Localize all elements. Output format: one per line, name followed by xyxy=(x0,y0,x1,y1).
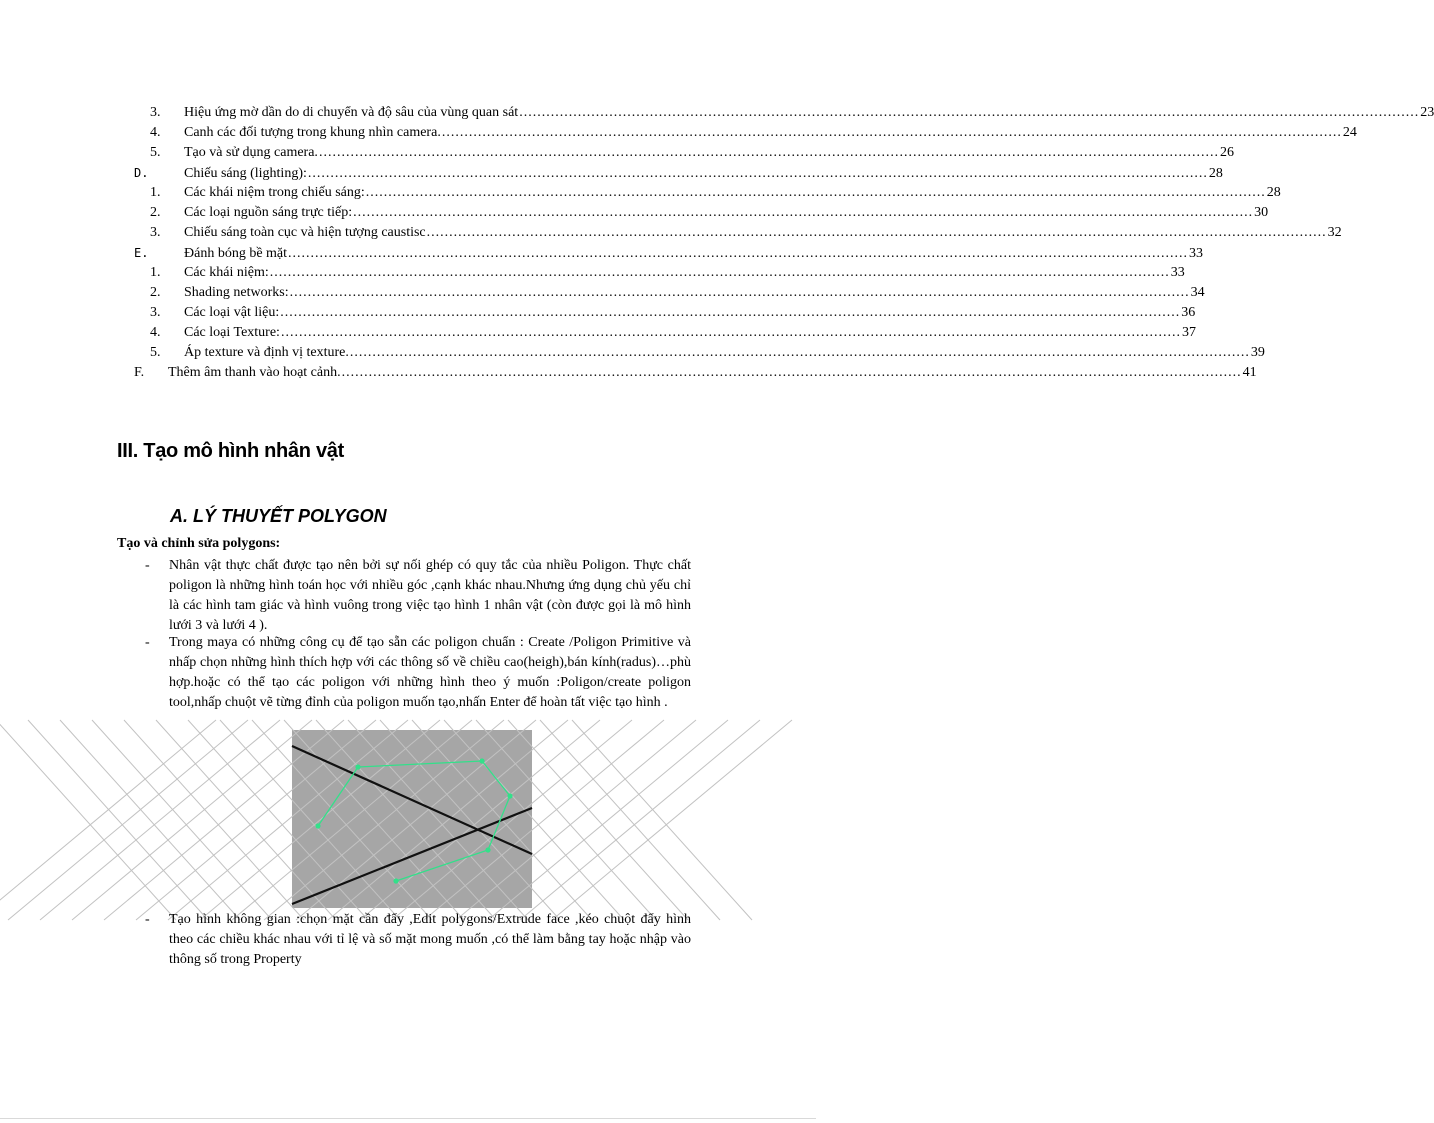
grid-line xyxy=(380,720,560,920)
grid-line xyxy=(40,720,280,920)
grid-line xyxy=(252,720,432,920)
toc-number: 4. xyxy=(150,325,161,340)
polygon-vertex xyxy=(355,764,360,769)
grid-line xyxy=(60,720,240,920)
grid-line xyxy=(220,720,400,920)
polygon-vertex xyxy=(393,878,398,883)
toc-entry xyxy=(150,103,1434,123)
grid-line xyxy=(156,720,336,920)
toc-leader: ........................................................................................................................................................................................................ xyxy=(307,166,1208,181)
toc-leader: ........................................................................................................................................................................................................ xyxy=(288,246,1189,261)
toc-entry xyxy=(150,283,1205,303)
toc-number: F. xyxy=(134,365,145,380)
toc-entry xyxy=(150,263,1185,283)
grid-line xyxy=(124,720,304,920)
toc-leader: ........................................................................................................................................................................................................ xyxy=(353,205,1254,220)
toc-page-number: 33 xyxy=(1170,265,1185,280)
toc-leader: ........................................................................................................................................................................................................ xyxy=(289,285,1190,300)
toc-title: Đánh bóng bề mặt xyxy=(184,246,288,261)
toc-number: D. xyxy=(134,166,149,180)
grid-line xyxy=(392,720,632,920)
toc-entry xyxy=(150,143,1234,163)
polygon-vertex xyxy=(485,847,490,852)
subsection-title: Tạo và chỉnh sửa polygons: xyxy=(117,536,281,551)
toc-page-number: 30 xyxy=(1254,205,1269,220)
bullet-dash: - xyxy=(145,912,150,927)
toc-title: Áp texture và định vị texture. xyxy=(184,345,349,360)
grid-line xyxy=(488,720,728,920)
grid-line xyxy=(540,720,720,920)
toc-page-number: 41 xyxy=(1242,365,1257,380)
toc-page-number: 28 xyxy=(1266,185,1281,200)
toc-title: Các loại nguồn sáng trực tiếp: xyxy=(184,205,353,220)
toc-page-number: 37 xyxy=(1181,325,1196,340)
grid-axis-line xyxy=(292,808,532,904)
toc-leader: ........................................................................................................................................................................................................ xyxy=(269,265,1170,280)
section-heading: III. Tạo mô hình nhân vật xyxy=(117,440,344,462)
toc-page-number: 23 xyxy=(1420,105,1434,120)
grid-axis-line xyxy=(292,746,532,854)
toc-title: Các loại Texture: xyxy=(184,325,280,340)
toc-title: Chiếu sáng (lighting): xyxy=(184,166,307,181)
toc-leader: ........................................................................................................................................................................................................ xyxy=(426,225,1327,240)
polygon-vertex xyxy=(507,793,512,798)
grid-line xyxy=(316,720,496,920)
toc-leader: ........................................................................................................................................................................................................ xyxy=(365,185,1266,200)
toc-number: 4. xyxy=(150,125,161,140)
toc-title: Các khái niệm trong chiếu sáng: xyxy=(184,185,365,200)
page-bottom-rule xyxy=(0,1118,816,1119)
toc-page-number: 39 xyxy=(1250,345,1265,360)
grid-line xyxy=(92,720,272,920)
perspective-grid xyxy=(0,720,792,920)
toc-leader: ........................................................................................................................................................................................................ xyxy=(441,125,1342,140)
grid-line xyxy=(168,720,408,920)
toc-entry xyxy=(150,183,1281,203)
toc-page-number: 28 xyxy=(1208,166,1223,181)
toc-title: Chiếu sáng toàn cục và hiện tượng caustisc xyxy=(184,225,426,240)
toc-title: Các loại vật liệu: xyxy=(184,305,280,320)
toc-page-number: 32 xyxy=(1327,225,1342,240)
grid-line xyxy=(188,720,368,920)
grid-line xyxy=(136,720,376,920)
polygon-vertex xyxy=(315,823,320,828)
grid-line xyxy=(284,720,464,920)
grid-line xyxy=(104,720,344,920)
toc-number: 5. xyxy=(150,345,161,360)
grid-line xyxy=(552,720,792,920)
toc-number: 3. xyxy=(150,105,161,120)
grid-line xyxy=(28,720,208,920)
paragraph: Tạo hình không gian :chọn mặt cần đẩy ,Edit polygons/Extrude face ,kéo chuột đẩy hình theo các chiều khác nhau với tỉ lệ và số mặt mong muốn ,có thể làm bằng tay hoặc nhập vào thông số trong Property xyxy=(169,912,691,967)
bullet-dash: - xyxy=(145,635,150,650)
grid-line xyxy=(328,720,568,920)
toc-leader: ........................................................................................................................................................................................................ xyxy=(280,325,1181,340)
toc-number: 2. xyxy=(150,285,161,300)
sub-heading: A. LÝ THUYẾT POLYGON xyxy=(170,506,387,526)
toc-entry xyxy=(150,123,1357,143)
toc-page-number: 36 xyxy=(1181,305,1196,320)
toc-title: Thêm âm thanh vào hoạt cảnh. xyxy=(168,365,341,380)
toc-title: Tạo và sử dụng camera. xyxy=(184,145,318,160)
toc-page-number: 24 xyxy=(1342,125,1357,140)
toc-entry xyxy=(150,303,1196,323)
grid-line xyxy=(444,720,624,920)
grid-line xyxy=(232,720,472,920)
toc-number: 5. xyxy=(150,145,161,160)
grid-line xyxy=(360,720,600,920)
toc-page-number: 33 xyxy=(1189,246,1204,261)
toc-title: Các khái niệm: xyxy=(184,265,269,280)
toc-leader: ........................................................................................................................................................................................................ xyxy=(318,145,1219,160)
grid-line xyxy=(456,720,696,920)
grid-line xyxy=(200,720,440,920)
toc-entry xyxy=(134,363,1257,383)
grid-line xyxy=(508,720,688,920)
toc-leader: ........................................................................................................................................................................................................ xyxy=(349,345,1250,360)
toc-page-number: 26 xyxy=(1219,145,1234,160)
toc-number: E. xyxy=(134,246,149,260)
toc-leader: ........................................................................................................................................................................................................ xyxy=(280,305,1181,320)
toc-leader: ........................................................................................................................................................................................................ xyxy=(341,365,1242,380)
toc-number: 1. xyxy=(150,265,161,280)
toc-entry xyxy=(150,343,1265,363)
toc-number: 3. xyxy=(150,225,161,240)
toc-number: 1. xyxy=(150,185,161,200)
toc-entry xyxy=(150,223,1342,243)
toc-entry xyxy=(134,163,1223,183)
viewport-drawing xyxy=(292,730,532,908)
toc-leader: ........................................................................................................................................................................................................ xyxy=(519,105,1420,120)
polygon-outline xyxy=(318,761,510,881)
toc-page-number: 34 xyxy=(1190,285,1205,300)
toc-title: Canh các đối tượng trong khung nhìn camera. xyxy=(184,125,441,140)
toc-number: 3. xyxy=(150,305,161,320)
grid-line xyxy=(424,720,664,920)
paragraph: Trong maya có những công cụ để tạo sẵn các poligon chuẩn : Create /Poligon Primitive và nhấp chọn những hình thích hợp với các thông số về chiều cao(heigh),bán kính(radus)…phù hợp.hoặc có thể tạo các poligon với những hình theo ý muốn :Poligon/create poligon tool,nhấp chuột vẽ từng đỉnh của poligon muốn tạo,nhấn Enter để hoàn tất việc tạo hình . xyxy=(169,635,691,710)
bullet-dash: - xyxy=(145,558,150,573)
grid-line xyxy=(8,720,248,920)
maya-viewport-figure xyxy=(292,730,532,908)
toc-entry xyxy=(150,323,1196,343)
toc-entry xyxy=(134,243,1204,263)
grid-line xyxy=(72,720,312,920)
polygon-vertex xyxy=(479,758,484,763)
toc-entry xyxy=(150,203,1269,223)
paragraph: Nhân vật thực chất được tạo nên bởi sự nối ghép có quy tắc của nhiều Poligon. Thực chất poligon là những hình toán học với nhiều góc ,cạnh khác nhau.Nhưng ứng dụng chủ yếu chỉ là các hình tam giác và hình vuông trong việc tạo hình 1 nhân vật (còn được gọi là mô hình lưới 3 và lưới 4 ). xyxy=(169,558,691,633)
toc-number: 2. xyxy=(150,205,161,220)
toc-title: Hiệu ứng mờ dần do di chuyển và độ sâu của vùng quan sát xyxy=(184,105,519,120)
grid-line xyxy=(572,720,752,920)
toc-title: Shading networks: xyxy=(184,285,289,300)
grid-line xyxy=(520,720,760,920)
